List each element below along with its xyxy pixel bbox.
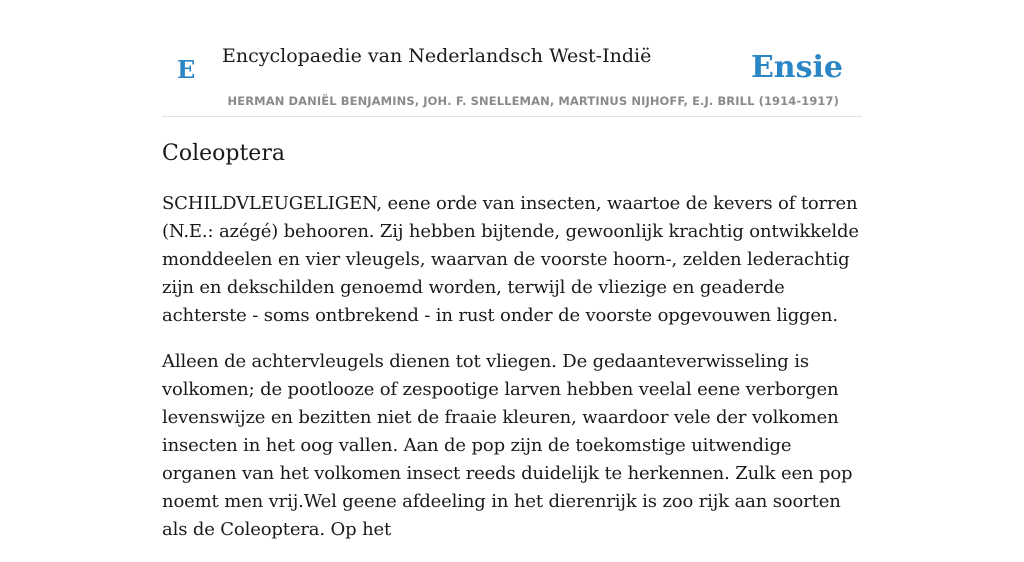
site-header	[162, 0, 862, 117]
paragraph-2: Alleen de achtervleugels dienen tot vliegen. De gedaanteverwisseling is volkomen; de pootlooze of zespootige larven hebben veelal eene verborgen levenswijze en bezitten niet de fraaie kleuren, waardoor vele der volkomen insecten in het oog vallen. Aan de pop zijn de toekomstige uitwendige organen van het volkomen insect reeds duidelijk te herkennen. Zulk een pop noemt men vrij.Wel geene afdeeling in het dierenrijk is zoo rijk aan soorten als de Coleoptera. Op het	[162, 351, 853, 540]
authors-line: HERMAN DANIËL BENJAMINS, JOH. F. SNELLEMAN, MARTINUS NIJHOFF, E.J. BRILL (1914-1917)	[227, 94, 839, 108]
logo-icon[interactable]: E	[177, 55, 196, 84]
paragraph-1: SCHILDVLEUGELIGEN, eene orde van insecten, waartoe de kevers of torren (N.E.: azégé) behooren. Zij hebben bijtende, gewoonlijk krachtig ontwikkelde monddeelen en vier vleugels, waarvan de voorste hoorn-, zelden lederachtig zijn en dekschilden genoemd worden, terwijl de vliezige en geaderde achterste - soms ontbrekend - in rust onder de voorste opgevouwen liggen.	[162, 193, 859, 326]
book-title[interactable]: Encyclopaedie van Nederlandsch West-Indië	[222, 45, 652, 67]
page-title: Coleoptera	[162, 141, 285, 166]
entry-content	[162, 138, 862, 562]
brand-logo[interactable]: Ensie	[750, 50, 843, 85]
